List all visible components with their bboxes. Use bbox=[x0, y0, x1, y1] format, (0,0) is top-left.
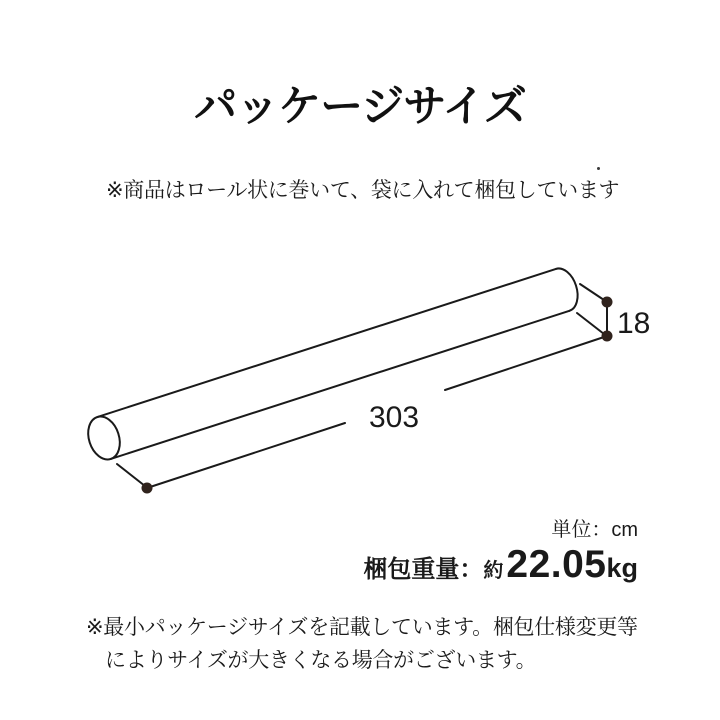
unit-label: 単位：cm bbox=[551, 519, 638, 541]
weight-label: 梱包重量： bbox=[363, 556, 484, 583]
diameter-extension-bottom bbox=[577, 313, 604, 334]
roll-cylinder bbox=[83, 265, 583, 464]
disclaimer-line2: によりサイズが大きくなる場合がございます。 bbox=[105, 649, 537, 672]
length-dimension-label: 303 bbox=[368, 401, 420, 434]
package-weight bbox=[363, 545, 638, 584]
weight-unit: kg bbox=[606, 553, 638, 583]
disclaimer-note bbox=[86, 611, 638, 677]
disclaimer-line1: ※最小パッケージサイズを記載しています。梱包仕様変更等 bbox=[86, 616, 638, 639]
length-dimension-line-left bbox=[147, 423, 345, 488]
page-title: パッケージサイズ bbox=[194, 82, 526, 131]
length-extension-left bbox=[117, 464, 145, 486]
diameter-dimension-label: 18 bbox=[617, 307, 651, 340]
weight-value: 22.05 bbox=[506, 543, 607, 586]
diameter-extension-top bbox=[580, 284, 604, 300]
length-dot-left bbox=[142, 483, 153, 494]
cylinder-top-edge bbox=[97, 269, 556, 417]
cylinder-bottom-edge bbox=[111, 311, 570, 459]
cylinder-right-cap bbox=[556, 265, 583, 311]
package-note: ※商品はロール状に巻いて、袋に入れて梱包しています bbox=[106, 179, 620, 202]
diameter-dot-bottom bbox=[602, 331, 613, 342]
diameter-dot-top bbox=[602, 297, 613, 308]
weight-approx-label: 約 bbox=[483, 560, 504, 582]
